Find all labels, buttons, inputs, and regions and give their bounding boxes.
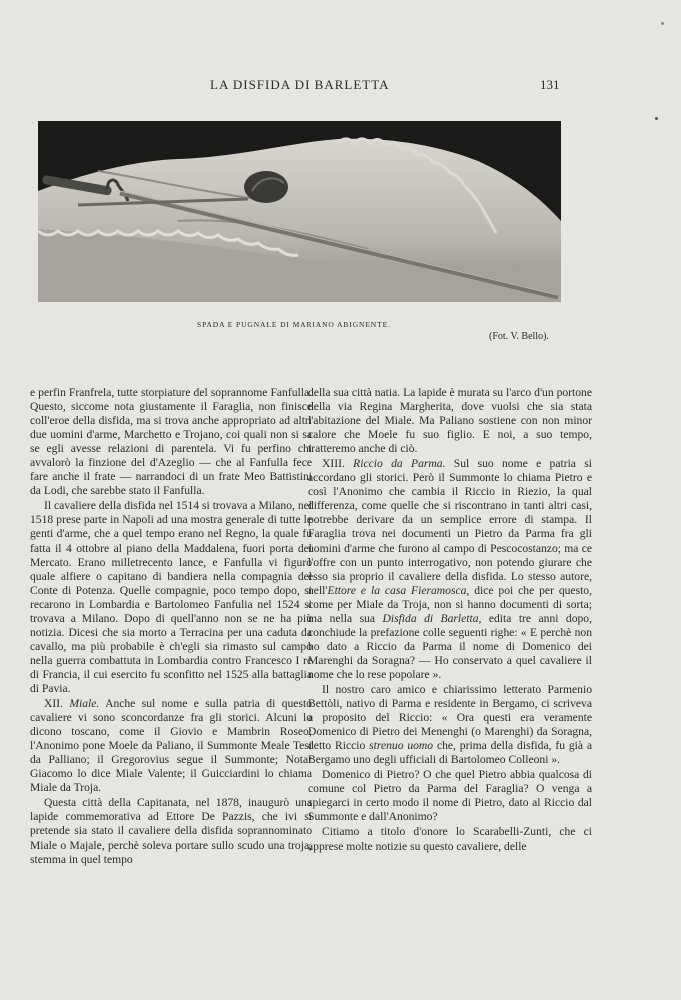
book-title: Disfida di Barletta, <box>382 611 482 625</box>
paragraph-section-xiii: XIII. Riccio da Parma. Sul suo nome e patria si accordano gli storici. Però il Summonte lo chiama Pietro e così l'Anonimo che cambia il Riccio in Riezio, la qual differenza, come quelle che si riscontrano in tanti altri casi, potrebbe derivare da un semplice errore di stampa. Il Faraglia trova nei documenti un Pietro da Parma fra gli uomini d'arme che furono al campo di Pescocostanzo; ma ce l'offre con un punto interrogativo, non potendo giurare che esso sia proprio il cavaliere della disfida. Lo stesso autore, nell'Ettore e la casa Fieramosca, dice poi che per questo, come per Miale da Troja, non si hanno documenti di sorta; ma nella sua Disfida di Barletta, edita tre anni dopo, conchiude la prefazione colle seguenti righe: « E perchè non ho dato a Riccio da Parma il nome di Domenico dei Marenghi da Soragna? — Ho conservato a quel cavaliere il nome che lo rese popolare ». <box>308 457 592 681</box>
speck-mark <box>655 117 658 120</box>
section-title: Miale. <box>69 697 100 711</box>
paragraph-section-xii: XII. Miale. Anche sul nome e sulla patria di questo cavaliere vi sono sconcordanze fra gli storici. Alcuni lo dicono toscano, come il Giovio e Mambrin Roseo; l'Anonimo pone Moele da Paliano, il Summonte Meale Tesi da Palliano; il Gregorovius segue il Summonte; Notar Giacomo lo dice Miale Valente; il Guicciardini lo chiama Miale da Troja. <box>30 697 312 795</box>
paragraph: e perfin Franfrela, tutte storpiature del soprannome Fanfulla. Questo, siccome nota giustamente il Faraglia, non finisce coll'eroe della disfida, ma si trova anche appropriato ad altri due uomini d'arme, Marchetto e Trojano, coi quali non si sa se egli avesse relazioni di parentela. Vi fu perfino chi avvalorò la finzione del d'Azeglio — che al Fanfulla fece fare anche il frate — narrandoci di un frate Meo Battistini da Lodi, che sarebbe stato il Fanfulla. <box>30 386 312 498</box>
photograph-sword-and-dagger <box>38 121 561 302</box>
paragraph: Il cavaliere della disfida nel 1514 si trovava a Milano, nel 1518 prese parte in Napoli ad una mostra generale di tutte le genti d'arme, che a quel tempo erano nel Regno, la quale fu fatta il 4 ottobre al piano della Maddalena, fuori porta del Mercato. Erano milletrecento lance, e Fanfulla vi figurò quale alfiere o capitano di bandiera nella compagnia del Conte di Potenza. Quelle compagnie, poco tempo dopo, si recarono in Lombardia e Bartolomeo Fanfulia nel 1524 si trovava a Milano. Dopo di quell'anno non se ne ha più notizia. Dicesi che sia morto a Terracina per una caduta da cavallo, ma più probabile è ch'egli sia rimasto sul campo nella guerra combattuta in Lombardia contro Francesco I re di Francia, il cui esercito fu sconfitto nel 1525 alla battaglia di Pavia. <box>30 499 312 695</box>
speck-mark <box>661 22 664 25</box>
emphasis: strenuo uomo <box>369 739 434 753</box>
paragraph: della sua città natia. La lapide è murata su l'arco d'un portone della via Regina Margherita, dove vuolsi che sia stata l'abitazione del Miale. Ma Paliano sostiene con non minor calore che Moele fu suo figlio. E noi, a suo tempo, tratteremo anche di ciò. <box>308 386 592 456</box>
text-column-left <box>30 386 312 867</box>
photo-credit: (Fot. V. Bello). <box>489 331 549 342</box>
figure-caption: SPADA E PUGNALE DI MARIANO ABIGNENTE. <box>197 320 391 329</box>
text-column-right <box>308 386 592 854</box>
paragraph: Il nostro caro amico e chiarissimo letterato Parmenio Bettòli, nativo di Parma e residente in Bergamo, ci scriveva a proposito del Riccio: « Ora questi era veramente Domenico di Pietro dei Menenghi (o Marenghi) da Soragna, detto Riccio strenuo uomo che, prima della disfida, fu già a Bergamo uno degli ufficiali di Bartolomeo Colleoni ». <box>308 682 592 767</box>
photo-illustration <box>38 121 561 302</box>
paragraph: Domenico di Pietro? O che quel Pietro abbia qualcosa di comune col Pietro da Parma del Faraglia? O venga a spiegarci in certo modo il nome di Pietro, dato al Riccio dal Summonte e dall'Anonimo? <box>308 768 592 824</box>
running-header-title: LA DISFIDA DI BARLETTA <box>210 77 390 92</box>
paragraph: Questa città della Capitanata, nel 1878, inaugurò una lapide commemorativa ad Ettore De Pazzis, che ivi si pretende sia stato il cavaliere della disfida soprannominato Miale o Majale, perchè soleva portare sullo scudo una troja, stemma in quel tempo <box>30 796 312 866</box>
book-title: Ettore e la casa Fieramosca, <box>327 583 470 597</box>
section-title: Riccio da Parma. <box>353 457 446 471</box>
page-number: 131 <box>540 77 560 92</box>
paragraph: Citiamo a titolo d'onore lo Scarabelli-Zunti, che ci apprese molte notizie su questo cavaliere, delle <box>308 825 592 853</box>
